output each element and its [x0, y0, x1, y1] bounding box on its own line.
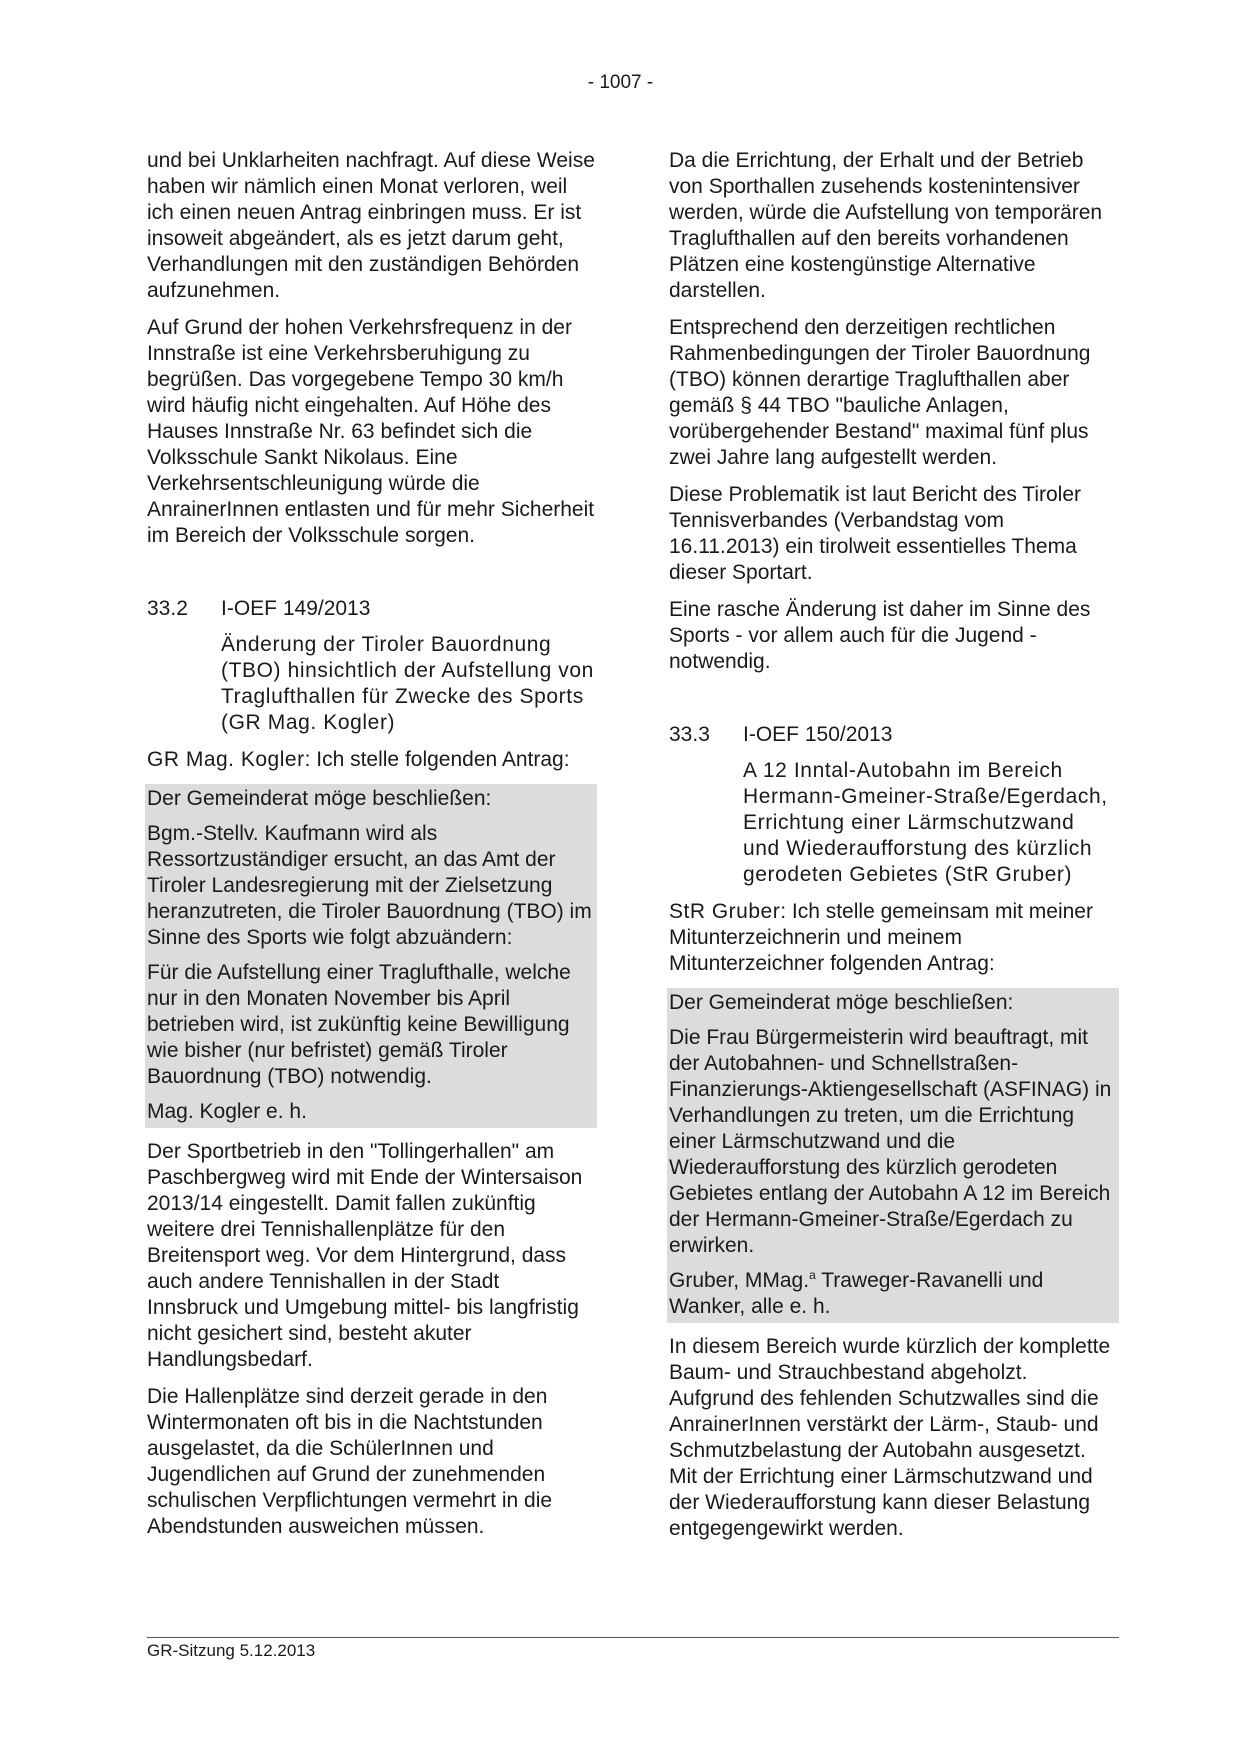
- section-title: Änderung der Tiroler Bauordnung (TBO) hinsichtlich der Aufstellung von Traglufthallen für Zwecke des Sports (GR Mag. Kogler): [221, 633, 594, 734]
- section-number: 33.3: [669, 723, 710, 746]
- paragraph: Da die Errichtung, der Erhalt und der Betrieb von Sporthallen zusehends kostenintensiver werden, würde die Aufstellung von temporären Traglufthallen auf den bereits vorhandenen Plätzen eine kostengünstige Alternative darstellen.: [669, 149, 1103, 302]
- motion-text: Bgm.-Stellv. Kaufmann wird als Ressortzuständiger ersucht, an das Amt der Tiroler Landesregierung mit der Zielsetzung heranzutreten, die Tiroler Bauordnung (TBO) im Sinne des Sports wie folgt abzuändern:: [147, 822, 592, 949]
- page-number: - 1007 -: [587, 72, 654, 93]
- paragraph: Eine rasche Änderung ist daher im Sinne des Sports - vor allem auch für die Jugend - notwendig.: [669, 598, 1091, 673]
- motion-box: [145, 784, 597, 1128]
- speaker-name: StR Gruber: [669, 900, 781, 923]
- section-number: 33.2: [147, 597, 188, 620]
- paragraph: Entsprechend den derzeitigen rechtlichen Rahmenbedingungen der Tiroler Bauordnung (TBO) können derartige Traglufthallen aber gemäß § 44 TBO "bauliche Anlagen, vorübergehender Bestand" maximal fünf plus zwei Jahre lang aufgestellt werden.: [669, 316, 1091, 469]
- footer-divider: [147, 1637, 1119, 1638]
- motion-text: Für die Aufstellung einer Traglufthalle, welche nur in den Monaten November bis April betrieben wird, ist zukünftig keine Bewilligung wie bisher (nur befristet) gemäß Tiroler Bauordnung (TBO) notwendig.: [147, 961, 571, 1088]
- motion-heading: Der Gemeinderat möge beschließen:: [669, 991, 1014, 1014]
- left-column: [147, 148, 595, 1551]
- section-header: [669, 722, 1117, 748]
- motion-text: Die Frau Bürgermeisterin wird beauftragt, mit der Autobahnen- und Schnellstraßen-Finanzierungs-Aktiengesellschaft (ASFINAG) in Verhandlungen zu treten, um die Errichtung einer Lärmschutzwand und die Wiederaufforstung des kürzlich gerodeten Gebietes entlang der Autobahn A 12 im Bereich der Hermann-Gmeiner-Straße/Egerdach zu erwirken.: [669, 1026, 1112, 1257]
- paragraph: Diese Problematik ist laut Bericht des Tiroler Tennisverbandes (Verbandstag vom 16.11.2013) ein tirolweit essentielles Thema dieser Sportart.: [669, 483, 1081, 584]
- section-header: [147, 596, 595, 622]
- paragraph: Der Sportbetrieb in den "Tollingerhallen" am Paschbergweg wird mit Ende der Wintersaison 2013/14 eingestellt. Damit fallen zukünftig weitere drei Tennishallenplätze für den Breitensport weg. Vor dem Hintergrund, dass auch andere Tennishallen in der Stadt Innsbruck und Umgebung mittel- bis langfristig nicht gesichert sind, besteht akuter Handlungsbedarf.: [147, 1140, 583, 1371]
- motion-box: [667, 988, 1119, 1323]
- section-code: I-OEF 150/2013: [743, 723, 893, 746]
- paragraph: In diesem Bereich wurde kürzlich der komplette Baum- und Strauchbestand abgeholzt. Aufgrund des fehlenden Schutzwalles sind die AnrainerInnen verstärkt der Lärm-, Staub- und Schmutzbelastung der Autobahn ausgesetzt. Mit der Errichtung einer Lärmschutzwand und der Wiederaufforstung kann dieser Belastung entgegengewirkt werden.: [669, 1335, 1111, 1540]
- section-title: A 12 Inntal-Autobahn im Bereich Hermann-Gmeiner-Straße/Egerdach, Errichtung einer Lärmschutzwand und Wiederaufforstung des kürzlich gerodeten Gebietes (StR Gruber): [743, 759, 1108, 886]
- section-code: I-OEF 149/2013: [221, 597, 371, 620]
- paragraph: und bei Unklarheiten nachfragt. Auf diese Weise haben wir nämlich einen Monat verloren, weil ich einen neuen Antrag einbringen muss. Er ist insoweit abgeändert, als es jetzt darum geht, Verhandlungen mit den zuständigen Behörden aufzunehmen.: [147, 149, 595, 302]
- footer-text: GR-Sitzung 5.12.2013: [147, 1641, 316, 1660]
- paragraph: Auf Grund der hohen Verkehrsfrequenz in der Innstraße ist eine Verkehrsberuhigung zu begrüßen. Das vorgegebene Tempo 30 km/h wird häufig nicht eingehalten. Auf Höhe des Hauses Innstraße Nr. 63 befindet sich die Volksschule Sankt Nikolaus. Eine Verkehrsentschleunigung würde die AnrainerInnen entlasten und für mehr Sicherheit im Bereich der Volksschule sorgen.: [147, 316, 595, 547]
- paragraph: Die Hallenplätze sind derzeit gerade in den Wintermonaten oft bis in die Nachtstunden ausgelastet, da die SchülerInnen und Jugendlichen auf Grund der zunehmenden schulischen Verpflichtungen vermehrt in die Abendstunden ausweichen müssen.: [147, 1385, 553, 1538]
- motion-intro: GR Mag. Kogler: Ich stelle folgenden Antrag:: [147, 748, 570, 771]
- motion-intro: StR Gruber: Ich stelle gemeinsam mit meiner Mitunterzeichnerin und meinem Mitunterzeichner folgenden Antrag:: [669, 900, 1093, 975]
- motion-signature: Gruber, MMag.$^a$ Traweger-Ravanelli und Wanker, alle e. h.: [669, 1268, 1044, 1318]
- right-column: [669, 148, 1117, 1553]
- motion-signature: Mag. Kogler e. h.: [147, 1100, 307, 1123]
- motion-heading: Der Gemeinderat möge beschließen:: [147, 787, 492, 810]
- speaker-name: GR Mag. Kogler: [147, 748, 305, 771]
